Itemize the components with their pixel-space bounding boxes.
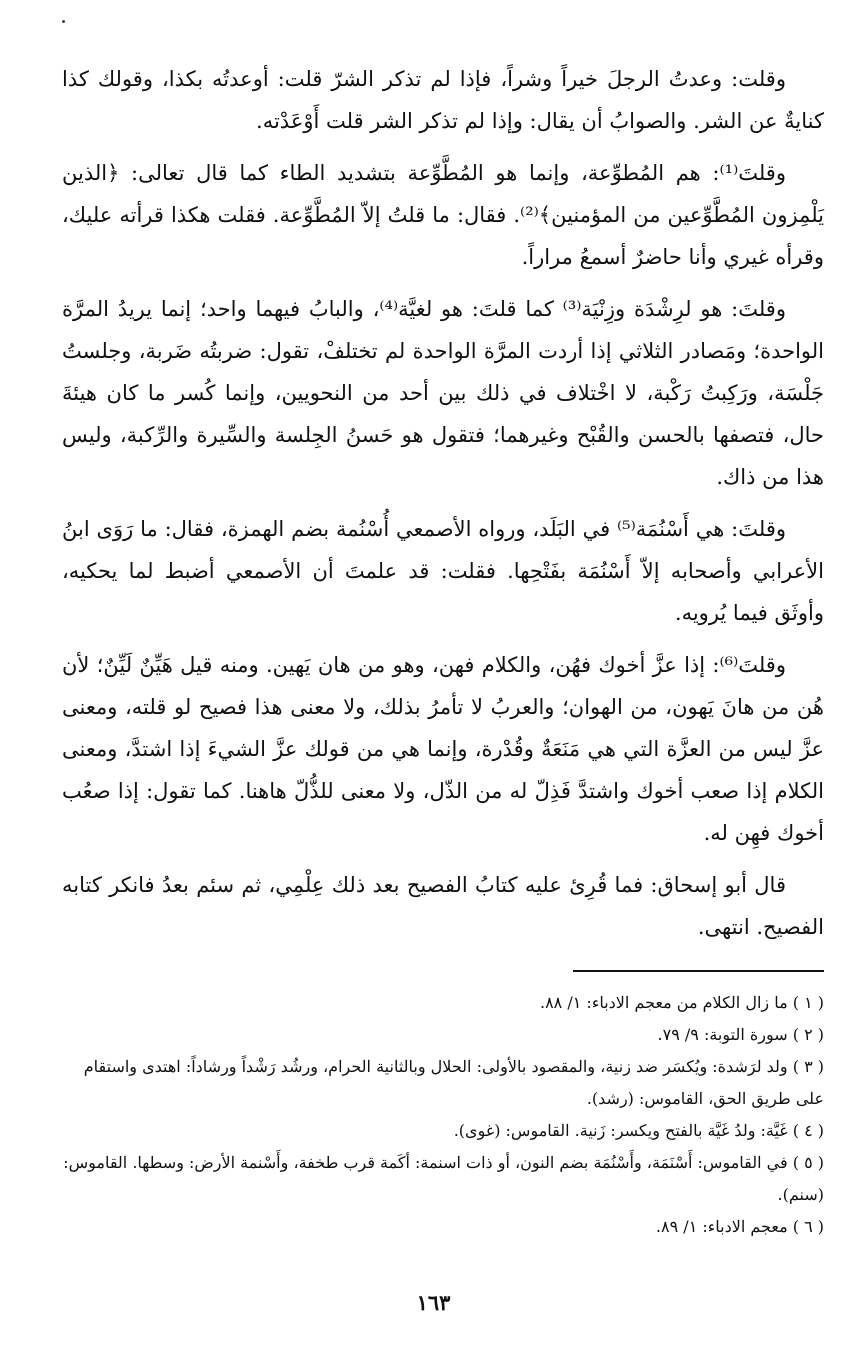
footnotes — [62, 987, 824, 1243]
footnote-5: ( ٥ ) في القاموس: أَسْنَمَة، وأَسْنُمَة بضم النون، أو ذات اسنمة: أكَمة قرب طخفة، وأَسْنمة الأرض: وسطها. القاموس: (سنم). — [63, 1153, 824, 1204]
page-number: ١٦٣ — [416, 1290, 451, 1315]
footnote-2: ( ٢ ) سورة التوبة: ٩/ ٧٩. — [657, 1025, 824, 1044]
footnote-1: ( ١ ) ما زال الكلام من معجم الادباء: ١/ ٨٨. — [539, 993, 824, 1012]
paragraph-2: وقلتَ⁽¹⁾: هم المُطوِّعة، وإنما هو المُطَّوِّعة بتشديد الطاء كما قال تعالى: ﴿الذين يَلْمِزون المُطَّوِّعين من المؤمنين﴾⁽²⁾. فقال: ما قلتُ إلاّ المُطَّوِّعة. فقلت هكذا قرأته عليك، وقرأه غيري وأنا حاضرٌ أسمعُ مراراً. — [62, 161, 824, 269]
main-text — [62, 58, 824, 948]
footnote-6: ( ٦ ) معجم الادباء: ١/ ٨٩. — [655, 1217, 824, 1236]
page-speck — [62, 20, 65, 23]
paragraph-3: وقلتَ: هو لرِشْدَة وزِنْيَة⁽³⁾ كما قلتَ: هو لغيَّة⁽⁴⁾، والبابُ فيهما واحد؛ إنما يريدُ المرَّة الواحدة؛ ومَصادر الثلاثي إذا أردت المرَّة الواحدة لم تختلفْ، تقول: ضربتُه ضَربة، وجلستُ جَلْسَة، ورَكِبتُ رَكْبة، لا اخْتلاف في ذلك بين أحد من النحويين، وإنما كُسر ما كان هيئةَ حال، فتصفها بالحسن والقُبْح وغيرهما؛ فتقول هو حَسنُ الجِلسة والسِّيرة والرِّكبة، وليس هذا من ذاك. — [62, 297, 824, 489]
footnote-4: ( ٤ ) غَيَّة: ولدُ غَيَّة بالفتح ويكسر: زَنية. القاموس: (غوى). — [453, 1121, 824, 1140]
footnote-3: ( ٣ ) ولد لرَشدة: ويُكسَر ضد زنية، والمقصود بالأولى: الحلال وبالثانية الحرام، ورشُد رَشْداً ورشاداً: اهتدى واستقام على طريق الحق، القاموس: (رشد). — [83, 1057, 824, 1108]
paragraph-6: قال أبو إسحاق: فما قُرِئ عليه كتابُ الفصيح بعد ذلك عِلْمِي، ثم سئم بعدُ فانكر كتابه الفصيح. انتهى. — [62, 873, 824, 939]
paragraph-4: وقلتَ: هي أَسْنُمَة⁽⁵⁾ في البَلَد، ورواه الأصمعي أُسْنُمة بضم الهمزة، فقال: ما رَوَى ابنُ الأعرابي وأصحابه إلاّ أَسْنُمَة بفَتْحِها. فقلت: قد علمتَ أن الأصمعي أضبط لما يحكيه، وأوثَق فيما يُرويه. — [62, 517, 824, 625]
paragraph-1: وقلت: وعدتُ الرجلَ خيراً وشراً، فإذا لم تذكر الشرّ قلت: أوعدتُه بكذا، وقولك كذا كنايةٌ عن الشر. والصوابُ أن يقال: وإذا لم تذكر الشر قلت أَوْعَدْته. — [62, 67, 824, 133]
paragraph-5: وقلتَ⁽⁶⁾: إذا عزَّ أخوك فهُن، والكلام فهن، وهو من هان يَهين. ومنه قيل هَيِّنٌ لَيِّنٌ؛ لأن هُن من هانَ يَهون، من الهوان؛ والعربُ لا تأمرُ بذلك، ولا معنى هذا فصيح لو قلته، ومعنى عزَّ ليس من العزَّة التي هي مَنَعَةٌ وقُدْرة، وإنما هي من قولك عزَّ الشيءَ إذا اشتدَّ، ومعنى الكلام إذا صعب أخوك واشتدَّ فَذِلّ له من الذّل، ولا معنى للذُّلّ هاهنا. كما تقول: إذا صعُب أخوك فهِن له. — [62, 653, 824, 845]
footnote-separator — [573, 970, 824, 972]
